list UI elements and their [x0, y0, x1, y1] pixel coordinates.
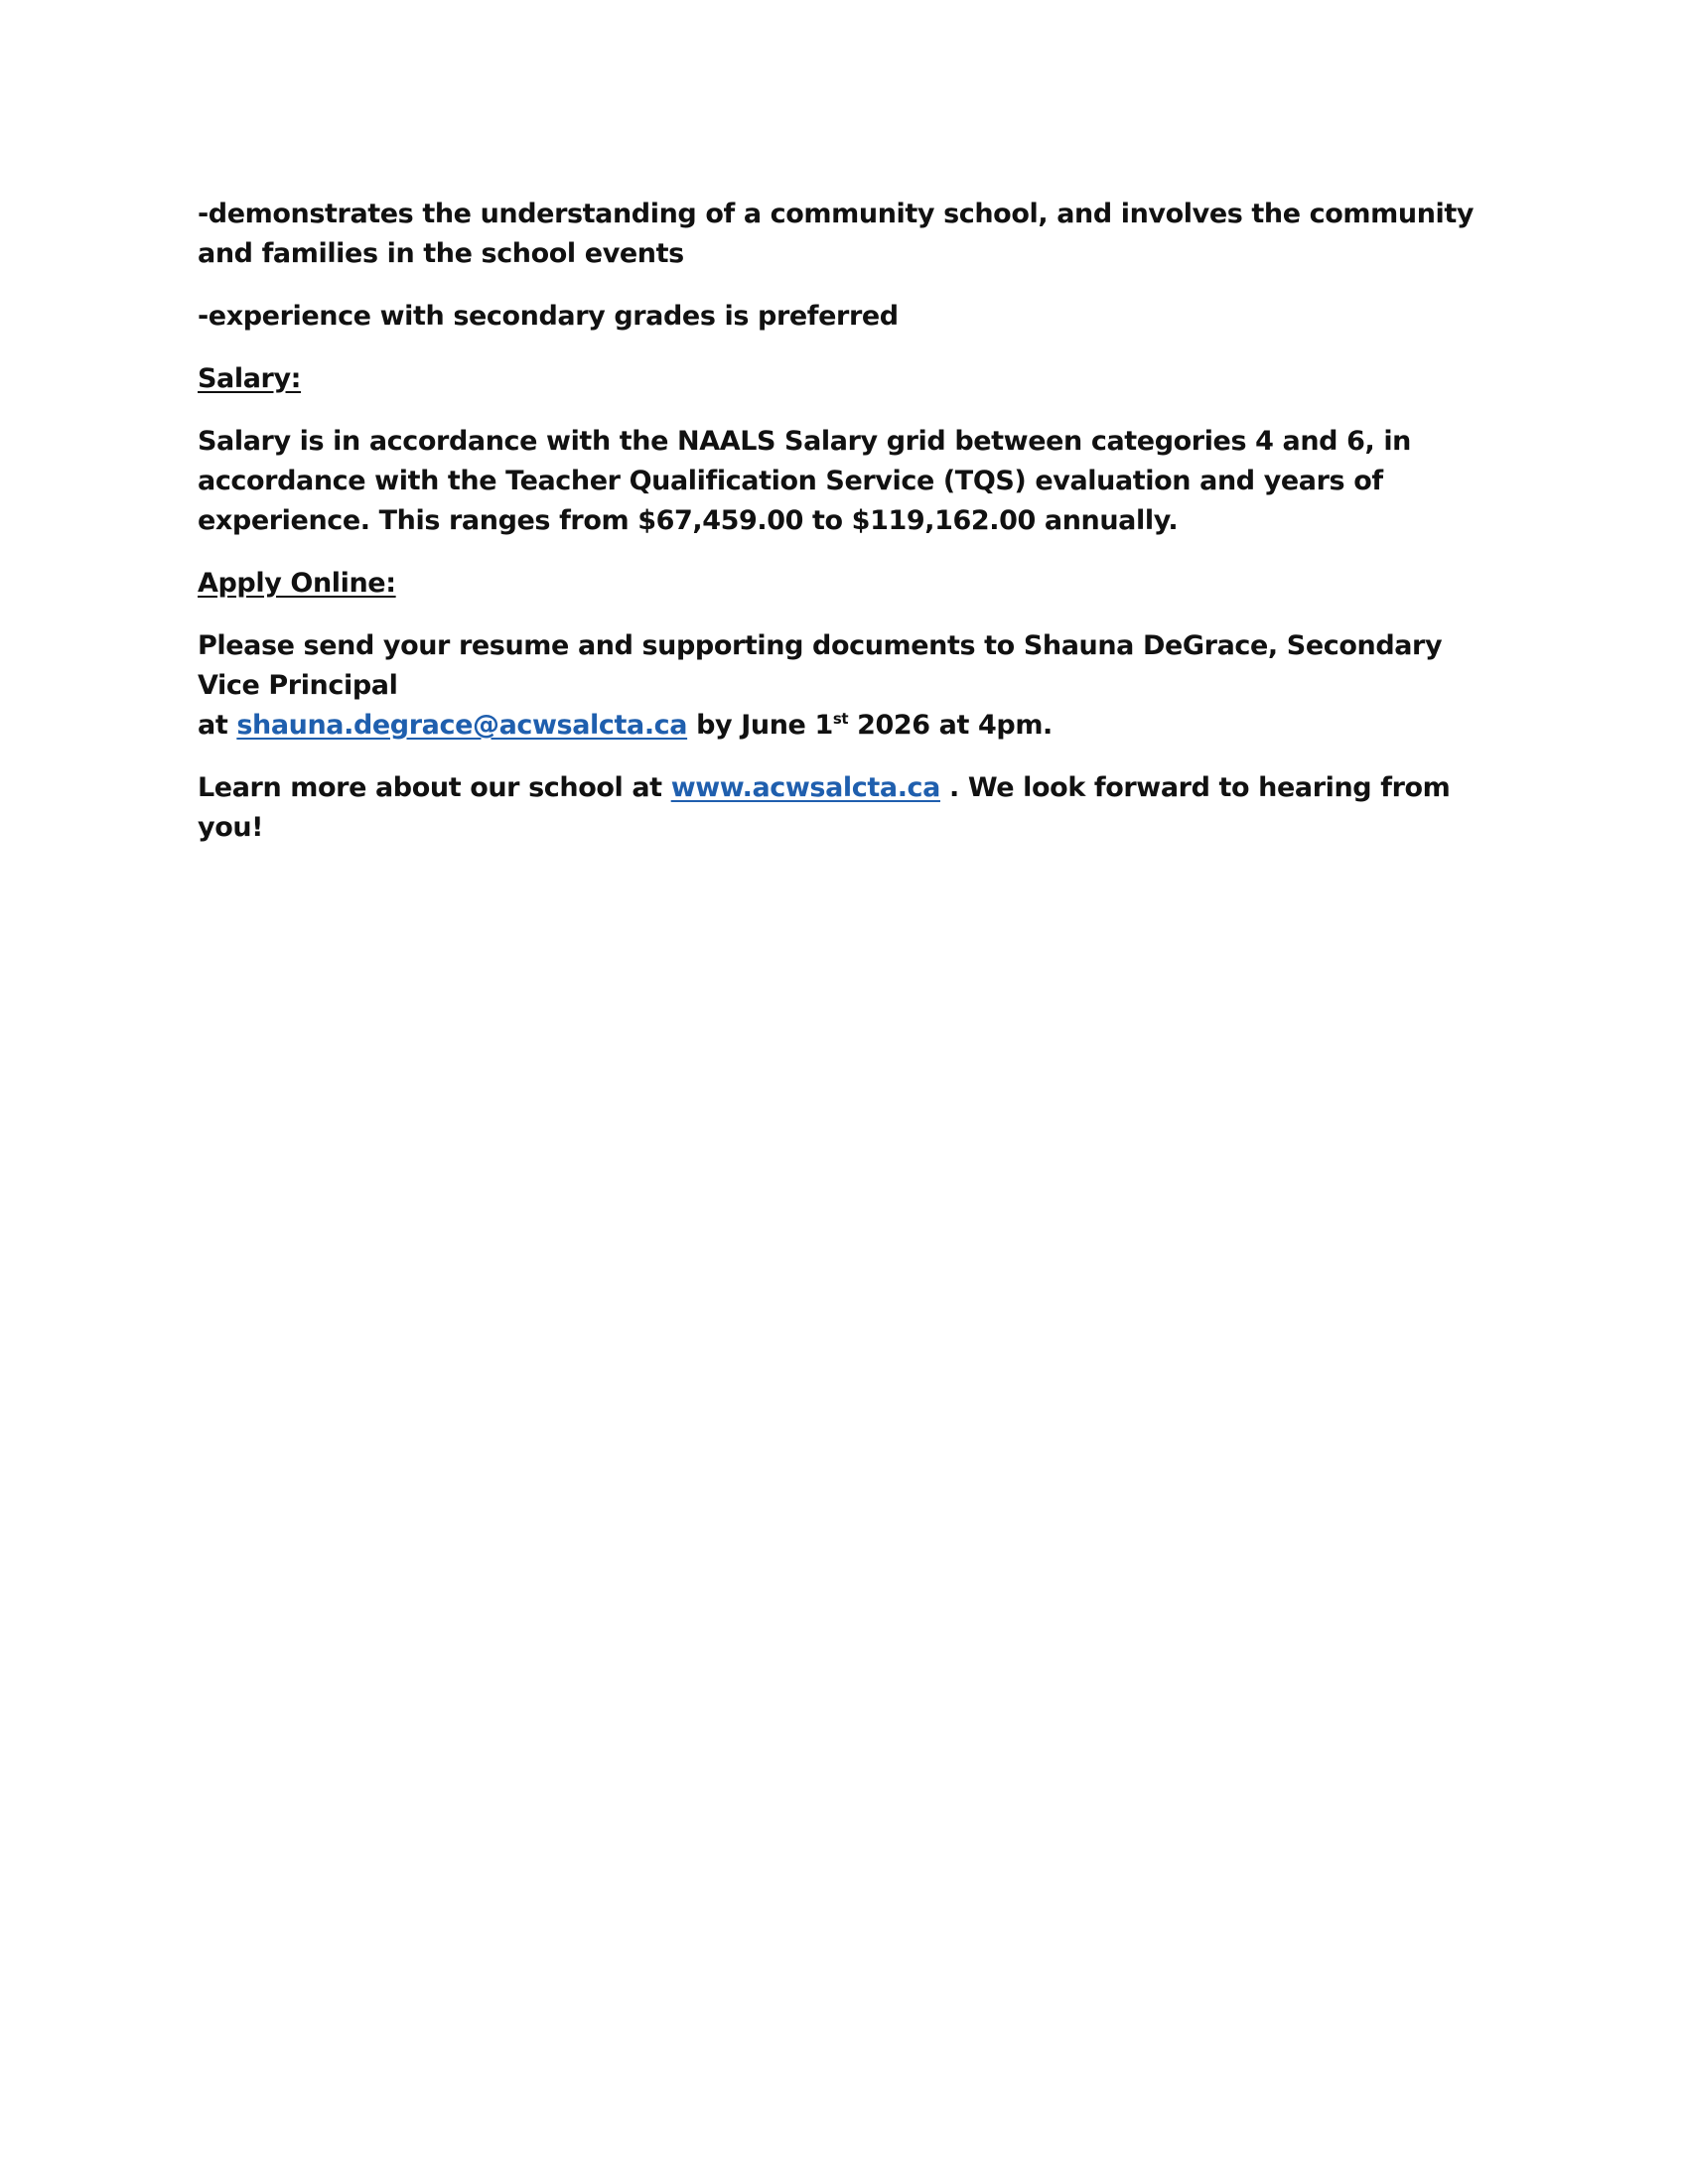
- deadline-prefix: by June 1: [687, 710, 833, 741]
- secondary-experience-bullet: -experience with secondary grades is preferred: [198, 301, 899, 332]
- salary-text: Salary is in accordance with the NAALS Salary grid between categories 4 and 6, in accordance with the Teacher Qualification Service (TQS) evaluation and years of experience. This ranges from $67,459.00 to $119,162.00 annually.: [198, 426, 1412, 536]
- salary-heading: Salary:: [198, 363, 302, 394]
- apply-line-1: Please send your resume and supporting documents to Shauna DeGrace, Secondary Vice Principal: [198, 630, 1443, 701]
- website-link[interactable]: www.acwsalcta.ca: [670, 772, 940, 803]
- deadline-suffix: 2026 at 4pm.: [848, 710, 1053, 741]
- document-content: [198, 195, 1508, 871]
- apply-line-2-prefix: at: [198, 710, 237, 741]
- learn-more-prefix: Learn more about our school at: [198, 772, 671, 803]
- deadline-superscript: st: [832, 710, 849, 728]
- learn-more-line: [198, 768, 1508, 848]
- apply-instructions: [198, 626, 1508, 746]
- learn-more-suffix: . We look forward to hearing from you!: [198, 772, 1451, 843]
- email-link[interactable]: shauna.degrace@acwsalcta.ca: [236, 710, 688, 741]
- community-school-bullet: -demonstrates the understanding of a community school, and involves the community and families in the school events: [198, 199, 1475, 269]
- apply-online-heading: Apply Online:: [198, 568, 396, 599]
